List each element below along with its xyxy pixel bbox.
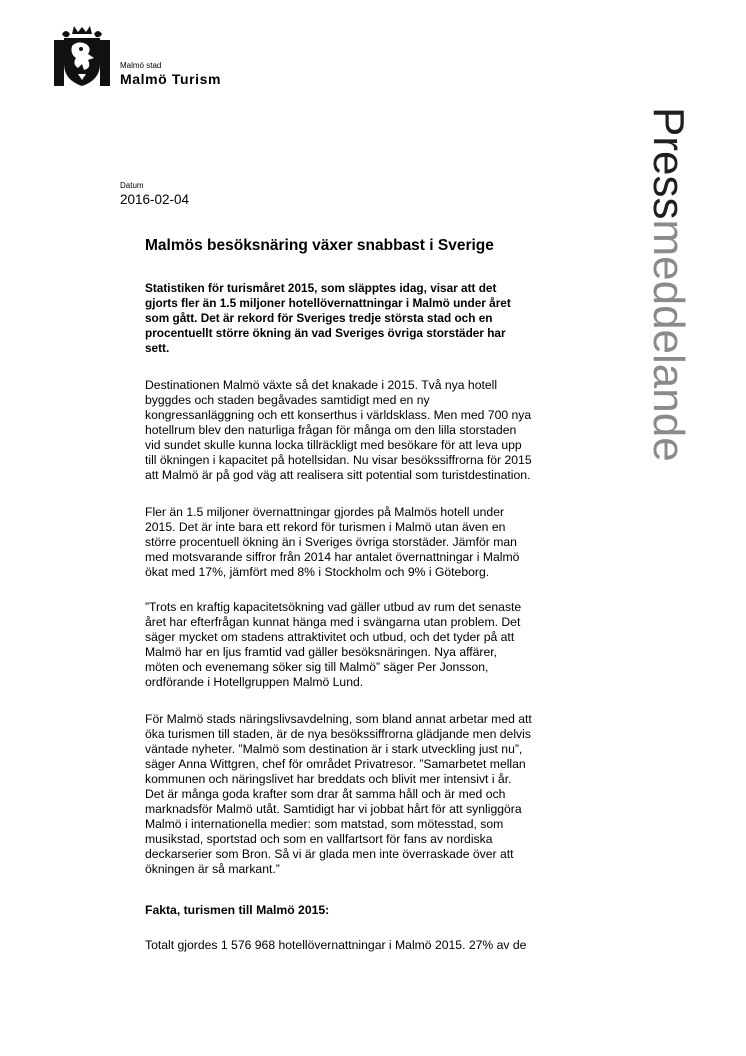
vertical-document-type-title: [644, 107, 692, 462]
paragraph-line: marknadsför Malmö utåt. Samtidigt har vi jobbat hårt för att synliggöra: [145, 802, 522, 816]
headline: Malmös besöksnäring växer snabbast i Sverige: [145, 237, 494, 254]
paragraph-line: säger Anna Wittgren, chef för området Privatresor. ”Samarbetet mellan: [145, 757, 526, 771]
paragraph-line: Totalt gjordes 1 576 968 hotellövernattningar i Malmö 2015. 27% av de: [145, 938, 527, 952]
paragraph-line: Fler än 1.5 miljoner övernattningar gjordes på Malmös hotell under: [145, 505, 505, 519]
facts-heading: Fakta, turismen till Malmö 2015:: [145, 903, 330, 917]
paragraph-line: året har efterfrågan kunnat hänga med i svängarna utan problem. Det: [145, 615, 521, 629]
paragraph-line: kongressanläggning och ett konserthus i världsklass. Men med 700 nya: [145, 408, 532, 422]
paragraph-line: Malmö har en ljus framtid vad gäller besöksnäringen. Nya affärer,: [145, 645, 498, 659]
date-value: 2016-02-04: [120, 192, 190, 207]
paragraph-line: hotellrum blev den naturliga frågan för många om den lilla storstaden: [145, 423, 517, 437]
lead-line: Statistiken för turismåret 2015, som släpptes idag, visar att det: [145, 281, 497, 295]
body-paragraph-4: [145, 712, 590, 877]
paragraph-line: säger mycket om stadens attraktivitet och utbud, och det tyder på att: [145, 630, 515, 644]
paragraph-line: väntade nyheter. ”Malmö som destination är i stark utveckling just nu”,: [145, 742, 523, 756]
paragraph-line: deckarserier som Bron. Så vi är glada men inte överraskade över att: [145, 847, 514, 861]
lead-paragraph: [145, 281, 590, 356]
paragraph-line: vid sundet skulle kunna locka tillräckligt med besökare för att leva upp: [145, 438, 522, 452]
paragraph-line: öka turismen till staden, är de nya besökssiffrorna glädjande men delvis: [145, 727, 531, 741]
paragraph-line: 2015. Det är inte bara ett rekord för turismen i Malmö utan även en: [145, 520, 506, 534]
paragraph-line: För Malmö stads näringslivsavdelning, som bland annat arbetar med att: [145, 712, 532, 726]
paragraph-line: större procentuell ökning än i Sveriges övriga storstäder. Jämför man: [145, 535, 517, 549]
paragraph-line: möten och evenemang söker sig till Malmö” säger Per Jonsson,: [145, 660, 489, 674]
body-paragraph-2: [145, 505, 590, 580]
paragraph-line: att Malmö är på god väg att realisera sitt potential som turistdestination.: [145, 468, 531, 482]
paragraph-line: ökat med 17%, jämfört med 8% i Stockholm och 9% i Göteborg.: [145, 565, 490, 579]
paragraph-line: med motsvarande siffror från 2014 har antalet övernattningar i Malmö: [145, 550, 520, 564]
paragraph-line: kommunen och näringslivet har breddats och blivit mer intensivt i år.: [145, 772, 512, 786]
paragraph-line: ordförande i Hotellgruppen Malmö Lund.: [145, 675, 364, 689]
date-label: Datum: [120, 181, 144, 190]
vertical-title-meddelande: meddelande: [644, 219, 693, 462]
lead-line: procentuellt större ökning än vad Sveriges övriga storstäder har: [145, 326, 506, 340]
body-paragraph-3: [145, 600, 590, 690]
paragraph-line: ökningen är så markant.”: [145, 862, 280, 876]
paragraph-line: till ökningen i kapacitet på hotellsidan. Nu visar besökssiffrorna för 2015: [145, 453, 532, 467]
paragraph-line: byggdes och staden begåvades samtidigt med en ny: [145, 393, 430, 407]
malmo-coat-of-arms-logo: [52, 24, 116, 88]
org-name: Malmö Turism: [120, 71, 222, 87]
paragraph-line: Destinationen Malmö växte så det knakade i 2015. Två nya hotell: [145, 378, 498, 392]
paragraph-line: musikstad, sportstad och som en vallfartsort för fans av nordiska: [145, 832, 493, 846]
lead-line: gjorts fler än 1.5 miljoner hotellövernattningar i Malmö under året: [145, 296, 511, 310]
body-paragraph-1: [145, 378, 590, 483]
paragraph-line: ”Trots en kraftig kapacitetsökning vad gäller utbud av rum det senaste: [145, 600, 522, 614]
paragraph-line: Malmö i internationella medier: som matstad, som mötesstad, som: [145, 817, 504, 831]
vertical-title-press: Press: [644, 107, 693, 220]
facts-paragraph: [145, 938, 590, 953]
org-parent-name: Malmö stad: [120, 61, 162, 70]
lead-line: sett.: [145, 341, 170, 355]
paragraph-line: Det är många goda krafter som drar åt samma håll och är med och: [145, 787, 506, 801]
lead-line: som gått. Det är rekord för Sveriges tredje största stad och en: [145, 311, 493, 325]
